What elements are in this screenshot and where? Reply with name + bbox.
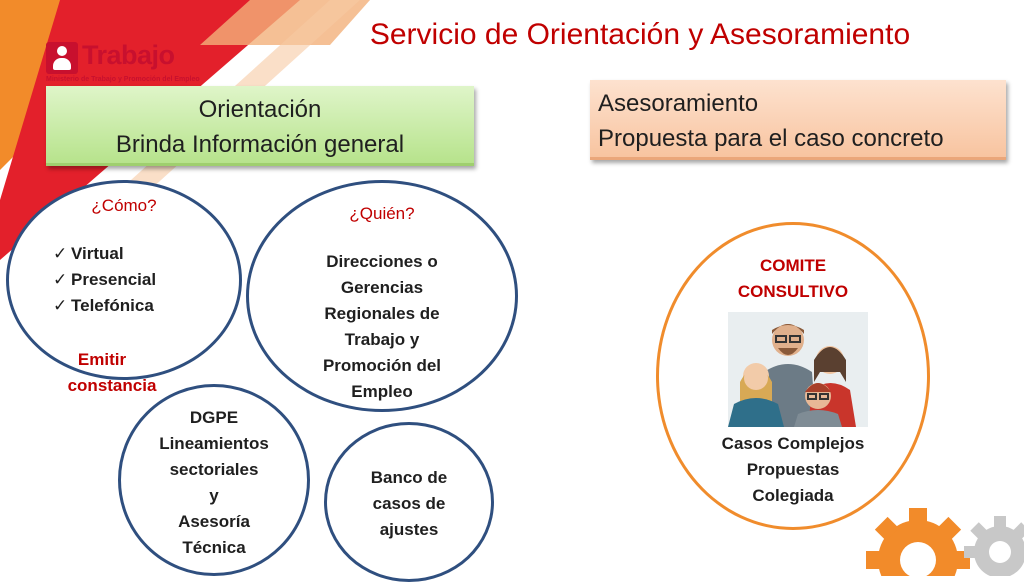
comite-heading-line1: COMITE: [759, 256, 827, 275]
quien-line: Promoción del: [322, 356, 442, 375]
dgpe-line: Técnica: [182, 538, 246, 557]
ministry-emblem-icon: [46, 42, 78, 74]
dgpe-line: DGPE: [189, 408, 239, 427]
check-icon: ✓: [53, 296, 68, 315]
quien-heading: ¿Quién?: [349, 204, 415, 223]
comite-text: [659, 431, 927, 509]
como-list: [53, 241, 156, 319]
asesoramiento-subtitle: Propuesta para el caso concreto: [598, 125, 944, 152]
orientacion-box: [46, 86, 474, 166]
orientacion-title: Orientación: [198, 96, 322, 123]
quien-line: Empleo: [351, 382, 413, 401]
comite-line: Casos Complejos: [721, 434, 865, 453]
dgpe-circle: [118, 384, 310, 576]
check-icon: ✓: [53, 270, 68, 289]
list-item: [53, 241, 156, 267]
banco-text: [327, 465, 491, 543]
quien-line: Regionales de: [324, 304, 440, 323]
como-item-label: Telefónica: [71, 296, 154, 315]
quien-line: Direcciones o: [326, 252, 438, 271]
trabajo-logo: [46, 40, 200, 86]
page-title: Servicio de Orientación y Asesoramiento: [369, 18, 911, 51]
emitir-line2: constancia: [67, 376, 157, 395]
comite-heading-line2: CONSULTIVO: [737, 282, 849, 301]
orientacion-subtitle: Brinda Información general: [115, 131, 405, 158]
list-item: [53, 267, 156, 293]
como-circle: [6, 180, 242, 395]
logo-subtitle: Ministerio de Trabajo y Promoción del Empleo: [46, 76, 200, 83]
check-icon: ✓: [53, 244, 68, 263]
dgpe-text: [121, 405, 307, 561]
como-heading: ¿Cómo?: [91, 196, 157, 215]
comite-line: Propuestas: [746, 460, 840, 479]
list-item: [53, 293, 156, 319]
quien-line: Gerencias: [340, 278, 424, 297]
como-item-label: Presencial: [71, 270, 157, 289]
como-item-label: Virtual: [71, 244, 124, 263]
committee-people-image: [728, 312, 868, 427]
dgpe-line: Lineamientos: [159, 434, 269, 453]
banco-circle: [324, 422, 494, 582]
comite-line: Colegiada: [752, 486, 834, 505]
logo-word: Trabajo: [82, 40, 175, 70]
quien-circle: [246, 180, 518, 412]
dgpe-line: Asesoría: [178, 512, 250, 531]
gray-gear-icon: [964, 516, 1024, 576]
asesoramiento-title: Asesoramiento: [598, 90, 759, 117]
emitir-line1: Emitir: [77, 350, 127, 369]
quien-text: [249, 249, 515, 405]
dgpe-line: y: [209, 486, 219, 505]
banco-line: casos de: [372, 494, 446, 513]
banco-line: ajustes: [379, 520, 439, 539]
banco-line: Banco de: [370, 468, 448, 487]
orange-gear-icon: [866, 508, 970, 576]
asesoramiento-box: [590, 80, 1006, 160]
quien-line: Trabajo y: [344, 330, 420, 349]
dgpe-line: sectoriales: [169, 460, 259, 479]
